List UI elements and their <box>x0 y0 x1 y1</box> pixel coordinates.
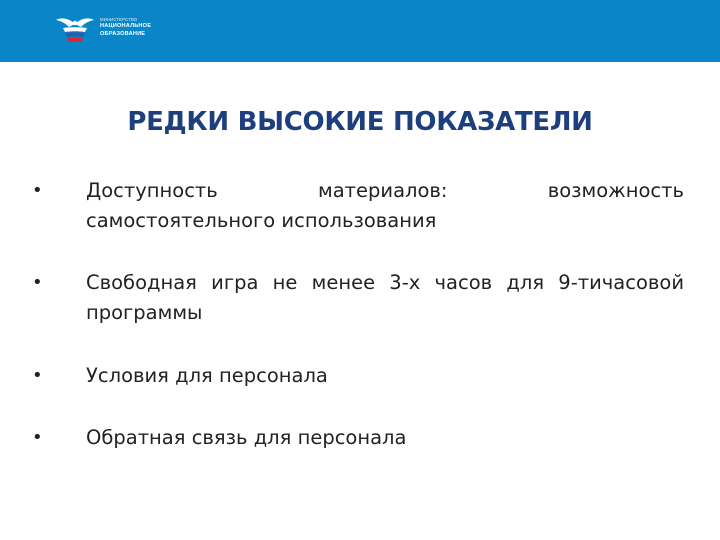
bullet-marker: • <box>32 180 43 201</box>
list-item <box>32 268 684 328</box>
list-item-text: Условия для персонала <box>86 364 328 387</box>
list-item <box>32 176 684 236</box>
list-item-text: Свободная игра не менее 3-х часов для 9-тичасовой программы <box>86 271 684 324</box>
list-item <box>32 361 684 391</box>
logo-line-3: ОБРАЗОВАНИЕ <box>100 30 146 37</box>
logo-line-1: МИНИСТЕРСТВО <box>100 17 138 22</box>
bullet-list <box>32 176 684 453</box>
list-item-text: Обратная связь для персонала <box>86 426 407 449</box>
slide-title: РЕДКИ ВЫСОКИЕ ПОКАЗАТЕЛИ <box>127 107 593 137</box>
header-bar <box>0 0 720 62</box>
eagle-emblem-icon <box>55 14 95 48</box>
bullet-marker: • <box>32 272 43 293</box>
bullet-marker: • <box>32 365 43 386</box>
logo-line-2: НАЦИОНАЛЬНОЕ <box>100 23 152 30</box>
bullet-marker: • <box>32 427 43 448</box>
list-item-text: Доступность материалов: возможность самостоятельного использования <box>86 179 684 232</box>
list-item <box>32 423 684 453</box>
logo-text <box>100 16 151 38</box>
